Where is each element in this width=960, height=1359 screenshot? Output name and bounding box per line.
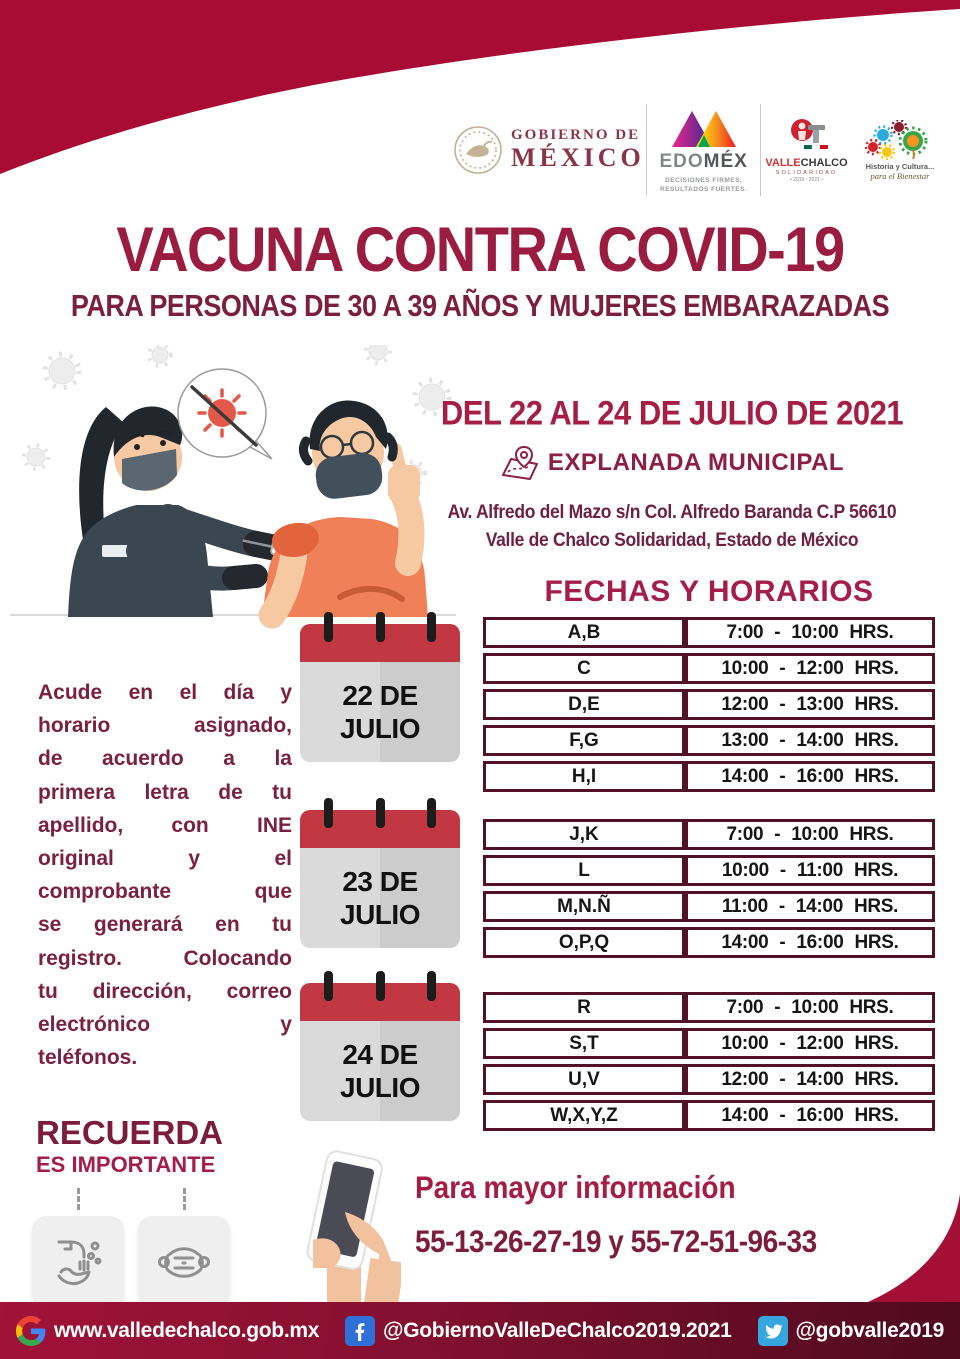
- schedule-row: A,B 7:00 - 10:00 HRS.: [483, 617, 935, 648]
- edomex-tagline1: DECISIONES FIRMES,: [665, 176, 743, 184]
- schedule-heading: FECHAS Y HORARIOS: [544, 575, 874, 608]
- historia-cultura-logo: [852, 120, 948, 181]
- logo-separator: [646, 104, 647, 196]
- handwash-icon: [49, 1232, 107, 1290]
- contact-phones: 55-13-26-27-19 y 55-72-51-96-33: [415, 1224, 817, 1259]
- event-date-range: DEL 22 AL 24 DE JULIO DE 2021: [440, 393, 904, 433]
- footer-website[interactable]: [16, 1316, 319, 1346]
- edomex-mountains-icon: [671, 107, 737, 149]
- calendar-pegs: [300, 798, 460, 828]
- facebook-handle[interactable]: @GobiernoValleDeChalco2019.2021: [383, 1318, 732, 1342]
- valle-chalco-logo: [763, 118, 851, 183]
- page-title: VACUNA CONTRA COVID-19: [116, 214, 844, 285]
- dash-connector: [183, 1188, 186, 1210]
- twitter-handle[interactable]: @gobvalle2019: [795, 1318, 944, 1342]
- mask-icon: [155, 1232, 213, 1290]
- gobierno-de-mexico-logo: [452, 124, 645, 176]
- reminder-subtitle: ES IMPORTANTE: [36, 1152, 216, 1177]
- schedule-row: F,G 13:00 - 14:00 HRS.: [483, 725, 935, 756]
- logo-strip: [452, 96, 948, 204]
- calendar-pegs: [300, 612, 460, 642]
- footer-twitter[interactable]: [758, 1316, 944, 1346]
- contact-label: Para mayor información: [415, 1170, 736, 1205]
- phone-in-hands-icon: [283, 1148, 401, 1306]
- vaccination-illustration: [10, 345, 456, 640]
- historia-line2: para el Bienestar: [870, 170, 930, 181]
- page-subtitle: PARA PERSONAS DE 30 A 39 AÑOS Y MUJERES EMBARAZADAS: [70, 289, 890, 323]
- dash-connector: [77, 1188, 80, 1210]
- twitter-icon: [758, 1316, 788, 1346]
- valle-chalco-emblem-icon: [778, 118, 836, 156]
- venue-row: [402, 445, 942, 481]
- gears-icon: [865, 120, 935, 160]
- schedule-table-23-julio: [483, 819, 935, 958]
- calendar-date: 22 DE JULIO: [300, 662, 460, 762]
- edomex-tagline2: RESULTADOS FUERTES.: [660, 185, 748, 193]
- schedule-table-22-julio: [483, 617, 935, 792]
- calendar-pegs: [300, 971, 460, 1001]
- instructions-paragraph: Acude en el día y horario asignado, de acuerdo a la primera letra de tu apellido, con INE original y el comprobante que se generará en tu registro. Colocando tu dirección, correo electrónico y teléfonos.: [38, 681, 292, 1070]
- gobierno-line2: MÉXICO: [511, 143, 645, 172]
- edomex-wordmark: EDOMÉX: [659, 150, 748, 172]
- calendar-23-julio: [300, 798, 460, 948]
- google-icon: [16, 1316, 46, 1346]
- historia-line1: Historia y Cultura...: [865, 161, 935, 171]
- schedule-row: L 10:00 - 11:00 HRS.: [483, 855, 935, 886]
- calendar-22-julio: [300, 612, 460, 762]
- handwash-tile: [32, 1216, 124, 1306]
- schedule-table-24-julio: [483, 992, 935, 1131]
- schedule-row: M,N.Ñ 11:00 - 14:00 HRS.: [483, 891, 935, 922]
- facemask-tile: [138, 1216, 230, 1306]
- calendar-date: 23 DE JULIO: [300, 848, 460, 948]
- venue-address: [402, 498, 942, 554]
- corner-band-decoration: [868, 1194, 960, 1302]
- calendar-24-julio: [300, 971, 460, 1121]
- website-url[interactable]: www.valledechalco.gob.mx: [54, 1318, 320, 1342]
- footer-bar: [0, 1302, 960, 1359]
- schedule-row: W,X,Y,Z 14:00 - 16:00 HRS.: [483, 1100, 935, 1131]
- valle-chalco-wordmark: VALLECHALCO: [765, 156, 848, 169]
- address-line2: Valle de Chalco Solidaridad, Estado de México: [485, 528, 859, 551]
- schedule-row: D,E 12:00 - 13:00 HRS.: [483, 689, 935, 720]
- gobierno-line1: GOBIERNO DE: [511, 127, 641, 143]
- eagle-seal-icon: [452, 124, 504, 176]
- schedule-row: J,K 7:00 - 10:00 HRS.: [483, 819, 935, 850]
- valle-chalco-subtitle: SOLIDARIDAD: [775, 169, 838, 176]
- valle-chalco-years: • 2019 - 2021 •: [790, 176, 824, 183]
- map-pin-icon: [500, 445, 542, 481]
- venue-name: EXPLANADA MUNICIPAL: [547, 449, 845, 476]
- logo-separator: [760, 104, 761, 196]
- schedule-row: H,I 14:00 - 16:00 HRS.: [483, 761, 935, 792]
- schedule-row: S,T 10:00 - 12:00 HRS.: [483, 1028, 935, 1059]
- facebook-icon: [345, 1316, 375, 1346]
- edomex-logo: [649, 107, 759, 194]
- schedule-row: O,P,Q 14:00 - 16:00 HRS.: [483, 927, 935, 958]
- schedule-row: R 7:00 - 10:00 HRS.: [483, 992, 935, 1023]
- address-line1: Av. Alfredo del Mazo s/n Col. Alfredo Baranda C.P 56610: [447, 500, 897, 523]
- footer-facebook[interactable]: [345, 1316, 732, 1346]
- schedule-row: C 10:00 - 12:00 HRS.: [483, 653, 935, 684]
- schedule-row: U,V 12:00 - 14:00 HRS.: [483, 1064, 935, 1095]
- calendar-date: 24 DE JULIO: [300, 1021, 460, 1121]
- reminder-title: RECUERDA: [36, 1114, 224, 1151]
